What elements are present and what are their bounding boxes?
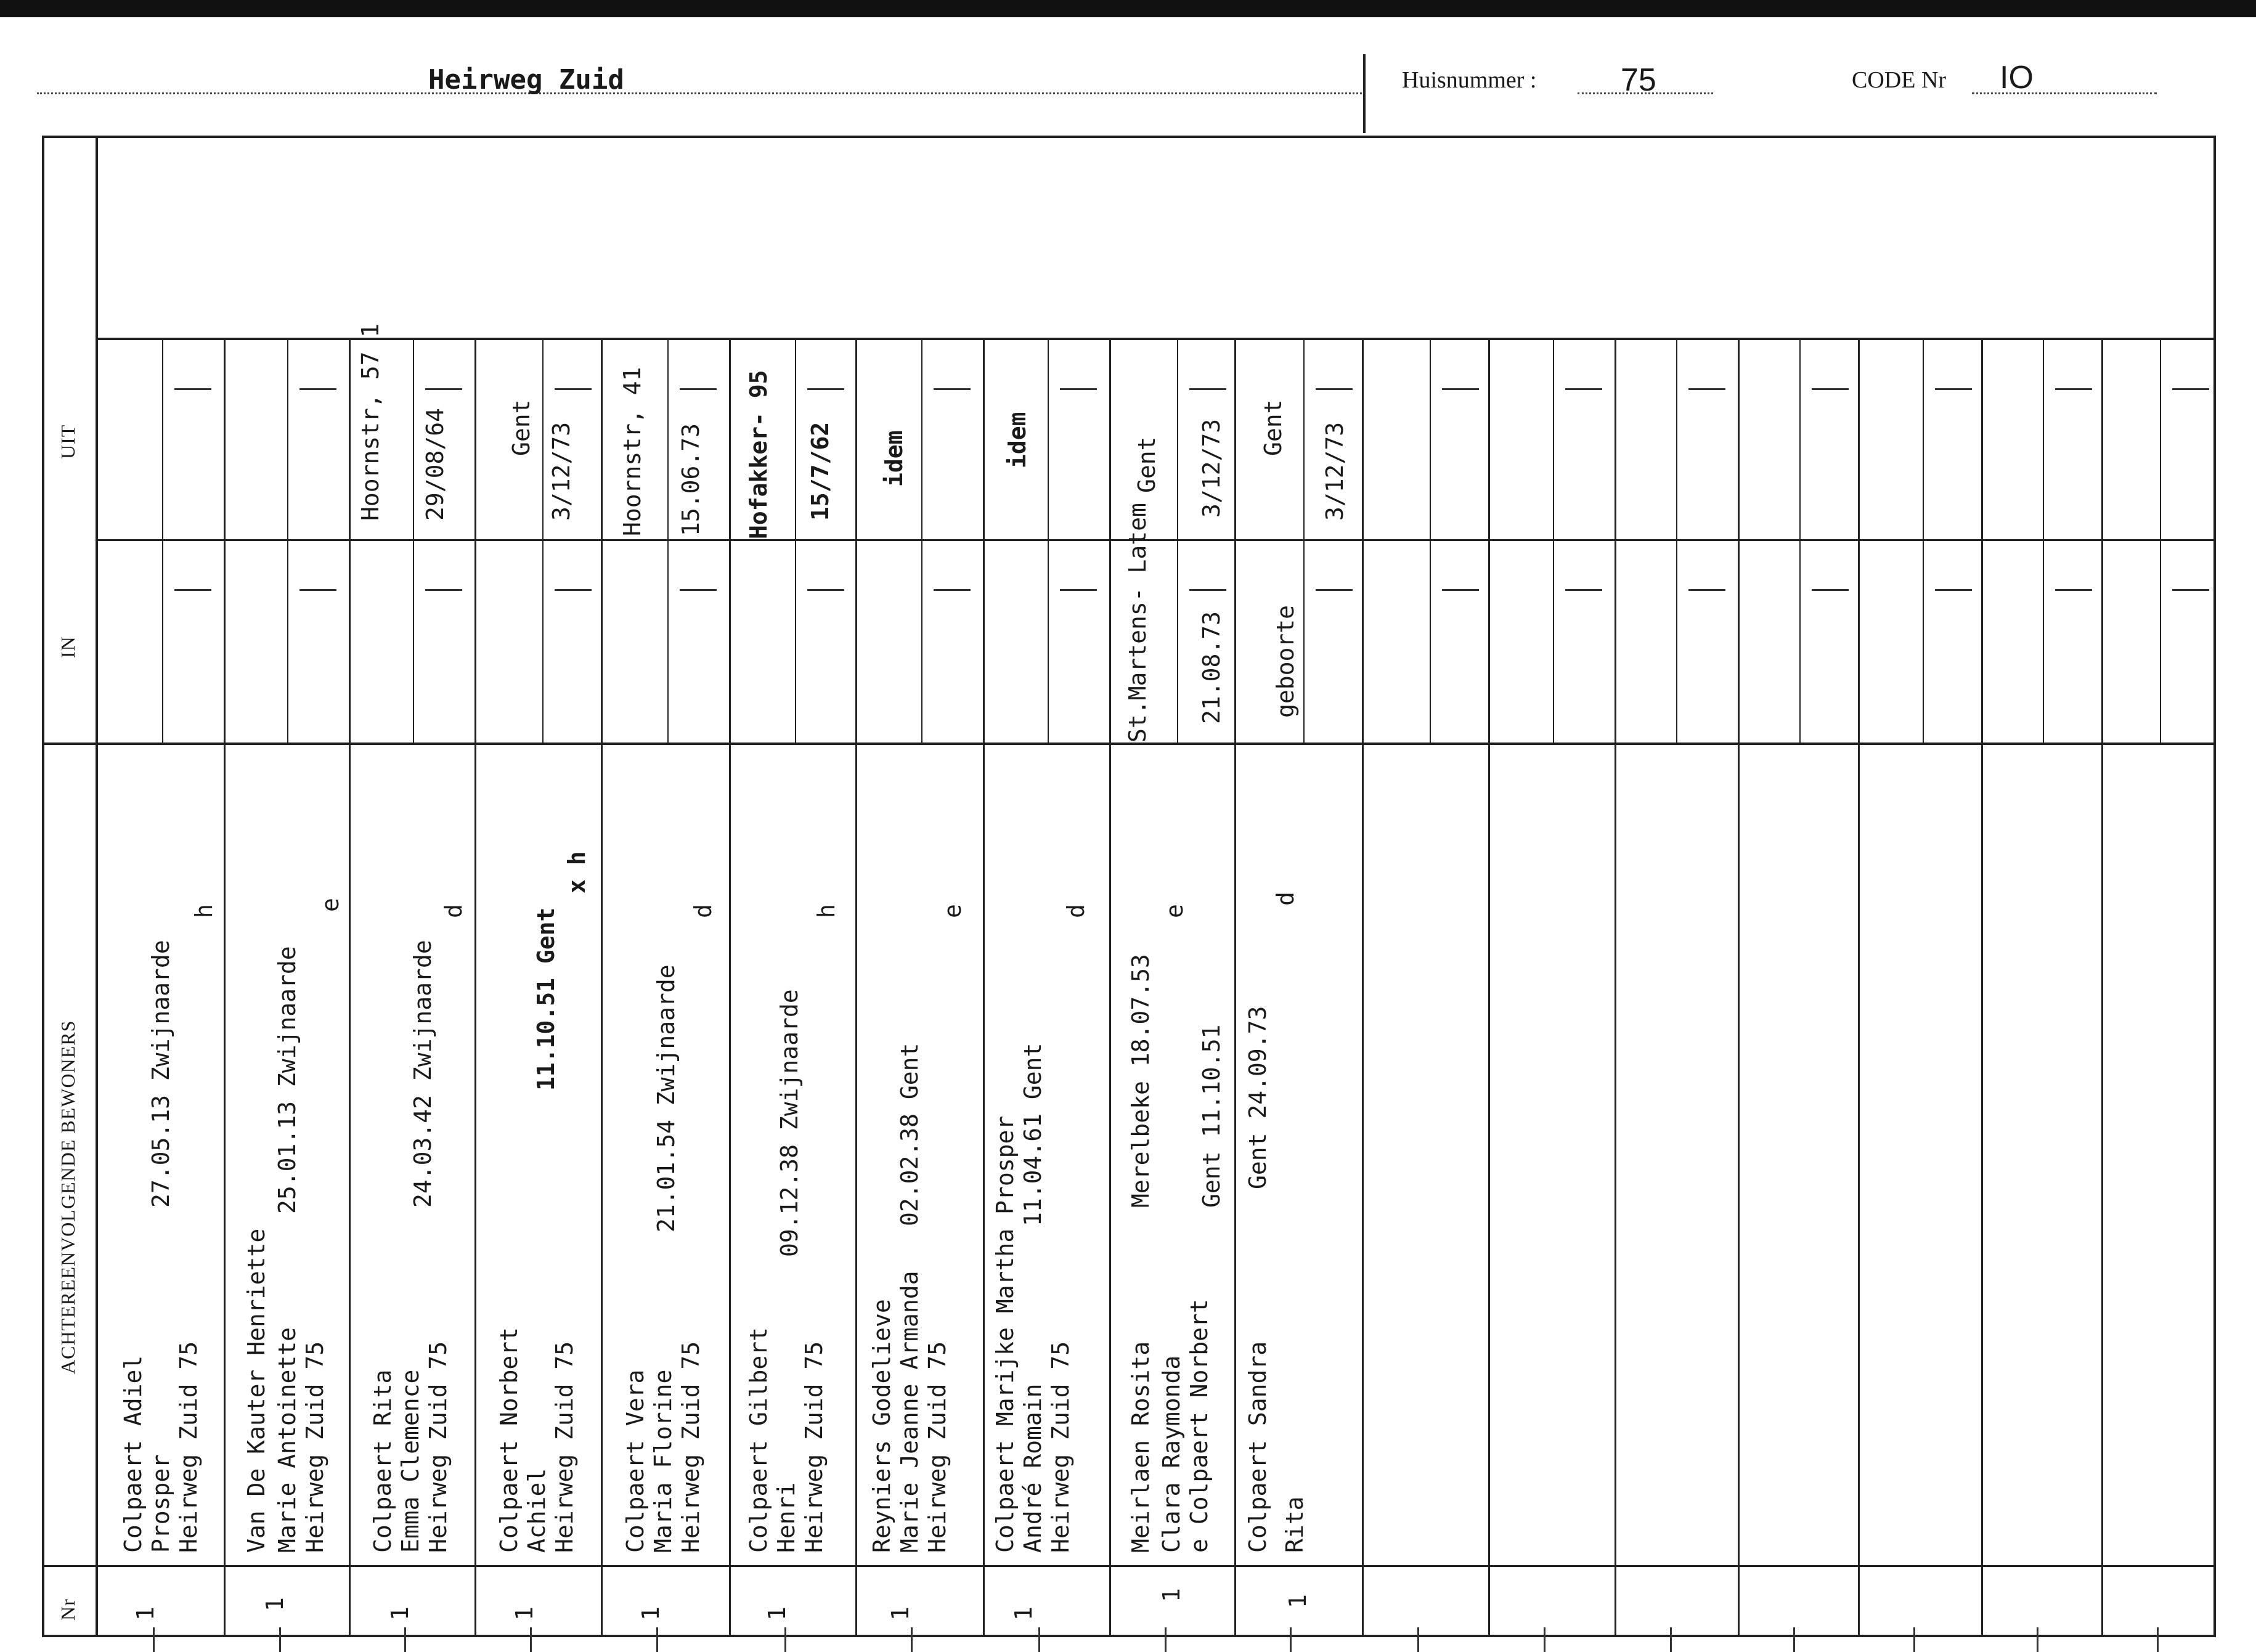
out-date: 3/12/73 bbox=[548, 421, 575, 521]
residents-nr-divider bbox=[42, 1565, 2215, 1567]
sub-column-divider bbox=[162, 541, 163, 743]
resident-birth: 21.01.54 Zwijnaarde bbox=[653, 964, 680, 1232]
resident-name: Colpaert Marijke Martha Prosper bbox=[992, 1115, 1019, 1553]
out-date: 15/7/62 bbox=[807, 421, 834, 521]
empty-dash bbox=[174, 589, 211, 591]
empty-dash bbox=[1316, 388, 1353, 390]
row-column-divider bbox=[1488, 340, 1490, 1637]
sub-column-divider bbox=[542, 541, 544, 743]
empty-dash bbox=[1189, 589, 1226, 591]
resident-birth-2: Gent 11.10.51 bbox=[1198, 1024, 1225, 1208]
sub-column-divider bbox=[1430, 541, 1431, 743]
resident-name: Colpaert Vera bbox=[622, 1369, 649, 1553]
resident-name: Van De Kauter Henriette bbox=[243, 1228, 270, 1553]
sub-column-divider bbox=[1048, 340, 1049, 539]
empty-dash bbox=[1565, 388, 1602, 390]
row-column-divider bbox=[601, 340, 603, 1637]
resident-birth: 11.10.51 Gent bbox=[532, 907, 560, 1091]
resident-mark: d bbox=[690, 904, 717, 918]
house-number-label: Huisnummer : bbox=[1402, 67, 1537, 93]
empty-dash bbox=[680, 388, 717, 390]
out-place: idem bbox=[881, 430, 908, 487]
resident-name: Meirlaen Rosita bbox=[1127, 1341, 1154, 1553]
bottom-tick bbox=[153, 1627, 155, 1652]
sub-column-divider bbox=[1303, 340, 1305, 539]
empty-dash bbox=[425, 589, 462, 591]
row-column-divider bbox=[1738, 340, 1740, 1637]
sub-column-divider bbox=[413, 541, 414, 743]
empty-dash bbox=[2172, 388, 2209, 390]
resident-birth: 02.02.38 Gent bbox=[896, 1043, 923, 1226]
sub-column-divider bbox=[1923, 541, 1924, 743]
out-place: idem bbox=[1004, 412, 1031, 468]
resident-name: Reyniers Godelieve bbox=[868, 1299, 895, 1553]
sub-column-divider bbox=[1799, 340, 1801, 539]
sub-column-divider bbox=[921, 541, 922, 743]
row-column-divider bbox=[729, 340, 731, 1637]
sub-column-divider bbox=[2160, 340, 2161, 539]
empty-dash bbox=[2055, 388, 2092, 390]
label-in: IN bbox=[57, 636, 79, 658]
label-residents: ACHTEREENVOLGENDE BEWONERS bbox=[57, 1020, 79, 1374]
row-nr: 1 bbox=[1010, 1606, 1037, 1621]
sub-column-divider bbox=[1676, 541, 1677, 743]
sub-column-divider bbox=[667, 541, 669, 743]
sub-column-divider bbox=[2043, 340, 2044, 539]
in-place: geboorte bbox=[1272, 604, 1299, 718]
empty-dash bbox=[1565, 589, 1602, 591]
sub-column-divider bbox=[2160, 541, 2161, 743]
resident-given-names: Marie Jeanne Armanda bbox=[896, 1271, 923, 1553]
sub-column-divider bbox=[1430, 340, 1431, 539]
bottom-tick bbox=[1793, 1627, 1795, 1652]
bottom-tick bbox=[404, 1627, 406, 1652]
resident-address: Heirweg Zuid 75 bbox=[800, 1341, 828, 1553]
bottom-tick bbox=[656, 1627, 658, 1652]
resident-name: Colpaert Rita bbox=[369, 1369, 396, 1553]
bottom-tick bbox=[1670, 1627, 1672, 1652]
resident-birth: Gent 24.09.73 bbox=[1244, 1006, 1271, 1189]
empty-dash bbox=[1935, 589, 1972, 591]
row-column-divider bbox=[1981, 340, 1983, 1637]
top-scan-bar bbox=[0, 0, 2256, 17]
empty-dash bbox=[934, 589, 971, 591]
resident-given-names: Henri bbox=[773, 1482, 800, 1553]
sub-column-divider bbox=[1553, 340, 1554, 539]
bottom-tick bbox=[911, 1627, 913, 1652]
resident-mark: x h bbox=[563, 851, 590, 893]
sub-column-divider bbox=[162, 340, 163, 539]
resident-given-names: Marie Antoinette bbox=[274, 1327, 301, 1553]
row-column-divider bbox=[224, 340, 226, 1637]
empty-dash bbox=[680, 589, 717, 591]
resident-name: Colpaert Norbert bbox=[495, 1327, 523, 1553]
resident-address: Heirweg Zuid 75 bbox=[924, 1341, 951, 1553]
row-nr: 1 bbox=[1158, 1588, 1185, 1602]
row-column-divider bbox=[2101, 340, 2103, 1637]
row-nr: 1 bbox=[1284, 1594, 1311, 1608]
resident-name: Colpaert Sandra bbox=[1244, 1341, 1271, 1553]
resident-address: Heirweg Zuid 75 bbox=[425, 1341, 452, 1553]
empty-dash bbox=[2055, 589, 2092, 591]
empty-dash bbox=[1189, 388, 1226, 390]
sub-column-divider bbox=[1923, 340, 1924, 539]
empty-dash bbox=[1060, 589, 1097, 591]
sub-column-divider bbox=[1177, 541, 1178, 743]
row-column-divider bbox=[349, 340, 351, 1637]
empty-dash bbox=[807, 589, 844, 591]
sub-column-divider bbox=[413, 340, 414, 539]
row-nr: 1 bbox=[132, 1606, 159, 1621]
resident-address: e Colpaert Norbert bbox=[1186, 1299, 1213, 1553]
empty-dash bbox=[807, 388, 844, 390]
sub-column-divider bbox=[1676, 340, 1677, 539]
sub-column-divider bbox=[667, 340, 669, 539]
label-nr: Nr bbox=[57, 1598, 79, 1621]
empty-dash bbox=[425, 388, 462, 390]
resident-mark: h bbox=[813, 904, 840, 918]
row-column-divider bbox=[1615, 340, 1616, 1637]
empty-dash bbox=[1812, 388, 1849, 390]
resident-birth: Merelbeke 18.07.53 bbox=[1127, 954, 1154, 1208]
resident-address: Heirweg Zuid 75 bbox=[1047, 1341, 1074, 1553]
out-date: 3/12/73 bbox=[1321, 421, 1348, 521]
resident-birth: 25.01.13 Zwijnaarde bbox=[274, 946, 301, 1214]
resident-mark: e bbox=[1161, 904, 1188, 918]
resident-mark: d bbox=[440, 904, 467, 918]
sub-column-divider bbox=[1048, 541, 1049, 743]
bottom-tick bbox=[1544, 1627, 1545, 1652]
resident-birth: 24.03.42 Zwijnaarde bbox=[409, 940, 436, 1208]
code-label: CODE Nr bbox=[1852, 67, 1947, 93]
empty-dash bbox=[1316, 589, 1353, 591]
resident-address: Heirweg Zuid 75 bbox=[551, 1341, 578, 1553]
sub-column-divider bbox=[1553, 541, 1554, 743]
out-date: 29/08/64 bbox=[421, 407, 449, 521]
empty-dash bbox=[1442, 589, 1479, 591]
empty-dash bbox=[174, 388, 211, 390]
row-column-divider bbox=[1109, 340, 1111, 1637]
resident-given-names: Clara Raymonda bbox=[1158, 1355, 1185, 1553]
bottom-tick bbox=[1417, 1627, 1419, 1652]
empty-dash bbox=[1060, 388, 1097, 390]
resident-mark: d bbox=[1272, 892, 1299, 906]
sub-column-divider bbox=[2043, 541, 2044, 743]
sub-column-divider bbox=[287, 340, 288, 539]
empty-dash bbox=[1442, 388, 1479, 390]
row-column-divider bbox=[983, 340, 985, 1637]
row-column-divider bbox=[1858, 340, 1860, 1637]
code-number: IO bbox=[2000, 60, 2034, 96]
resident-name: Colpaert Gilbert bbox=[745, 1327, 772, 1553]
bottom-tick bbox=[2037, 1627, 2038, 1652]
resident-given-names: André Romain bbox=[1019, 1383, 1046, 1553]
row-nr: 1 bbox=[764, 1606, 791, 1621]
row-nr: 1 bbox=[887, 1606, 914, 1621]
resident-mark: e bbox=[317, 898, 344, 912]
resident-address: Heirweg Zuid 75 bbox=[677, 1341, 704, 1553]
out-date: 3/12/73 bbox=[1198, 418, 1225, 518]
row-column-divider bbox=[855, 340, 857, 1637]
resident-mark: e bbox=[939, 904, 966, 918]
resident-name: Colpaert Adiel bbox=[120, 1355, 147, 1553]
empty-dash bbox=[299, 589, 336, 591]
empty-dash bbox=[1688, 589, 1725, 591]
row-nr: 1 bbox=[261, 1597, 288, 1611]
resident-given-names: Rita bbox=[1281, 1496, 1308, 1553]
resident-given-names: Maria Florine bbox=[650, 1369, 677, 1553]
sub-column-divider bbox=[287, 541, 288, 743]
label-out: UIT bbox=[57, 424, 79, 459]
resident-birth: 09.12.38 Zwijnaarde bbox=[776, 989, 803, 1257]
sub-column-divider bbox=[795, 340, 796, 539]
label-column-divider bbox=[96, 137, 98, 1637]
sub-column-divider bbox=[542, 340, 544, 539]
empty-dash bbox=[555, 589, 592, 591]
resident-address: Heirweg Zuid 75 bbox=[301, 1341, 328, 1553]
sub-column-divider bbox=[1177, 340, 1178, 539]
out-place: Hoornstr, 57 1 bbox=[357, 323, 384, 521]
house-number: 75 bbox=[1621, 62, 1656, 98]
row-column-divider bbox=[1362, 340, 1364, 1637]
bottom-tick bbox=[279, 1627, 281, 1652]
row-column-divider bbox=[1234, 340, 1236, 1637]
out-place: Hofakker- 95 bbox=[745, 370, 772, 539]
empty-dash bbox=[2172, 589, 2209, 591]
out-place: Hoornstr, 41 bbox=[619, 367, 646, 536]
sub-column-divider bbox=[1303, 541, 1305, 743]
bottom-tick bbox=[1913, 1627, 1915, 1652]
street-name: Heirweg Zuid bbox=[428, 64, 624, 96]
resident-mark: h bbox=[190, 904, 218, 918]
in-date: 21.08.73 bbox=[1198, 611, 1225, 724]
in-place: St.Martens- Latem bbox=[1124, 503, 1151, 743]
street-dotted-line bbox=[37, 92, 1362, 94]
sub-column-divider bbox=[795, 541, 796, 743]
empty-dash bbox=[299, 388, 336, 390]
empty-dash bbox=[1688, 388, 1725, 390]
row-nr: 1 bbox=[637, 1606, 664, 1621]
row-column-divider bbox=[474, 340, 476, 1637]
resident-address: Heirweg Zuid 75 bbox=[175, 1341, 202, 1553]
empty-dash bbox=[1935, 388, 1972, 390]
resident-given-names: Achiel bbox=[523, 1468, 550, 1553]
resident-mark: d bbox=[1062, 904, 1089, 918]
in-residents-divider bbox=[42, 743, 2215, 745]
bottom-tick bbox=[530, 1627, 532, 1652]
out-date: 15.06.73 bbox=[677, 423, 704, 536]
out-place: Gent bbox=[1260, 399, 1287, 456]
bottom-tick bbox=[1038, 1627, 1040, 1652]
empty-dash bbox=[934, 388, 971, 390]
row-nr: 1 bbox=[511, 1606, 538, 1621]
header-divider bbox=[1363, 54, 1366, 133]
out-place: Gent bbox=[1133, 436, 1160, 493]
out-place: Gent bbox=[508, 399, 535, 456]
bottom-tick bbox=[1290, 1627, 1292, 1652]
resident-birth: 11.04.61 Gent bbox=[1019, 1043, 1046, 1226]
sub-column-divider bbox=[921, 340, 922, 539]
bottom-tick bbox=[2157, 1627, 2159, 1652]
bottom-tick bbox=[1165, 1627, 1167, 1652]
empty-dash bbox=[555, 388, 592, 390]
row-nr: 1 bbox=[386, 1606, 413, 1621]
empty-dash bbox=[1812, 589, 1849, 591]
resident-given-names: Emma Clemence bbox=[397, 1369, 424, 1553]
sub-column-divider bbox=[1799, 541, 1801, 743]
bottom-tick bbox=[784, 1627, 786, 1652]
resident-birth: 27.05.13 Zwijnaarde bbox=[147, 940, 174, 1208]
resident-given-names: Prosper bbox=[147, 1454, 174, 1553]
